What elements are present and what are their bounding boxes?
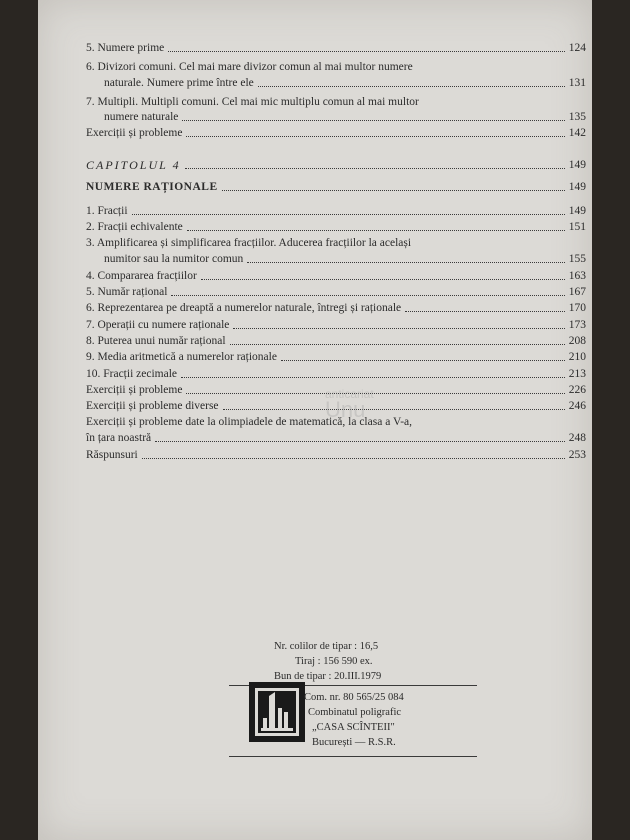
toc-entry-page: 226	[568, 384, 586, 396]
toc-entry-title-cont: naturale. Numere prime între ele	[104, 77, 254, 89]
toc-entry	[86, 333, 586, 349]
publisher-logo	[249, 682, 305, 742]
toc-entry	[86, 40, 586, 56]
leader-dots	[132, 214, 565, 215]
leader-dots	[181, 377, 565, 378]
toc-entry-title: Răspunsuri	[86, 449, 138, 461]
toc-entry-page: 167	[568, 286, 586, 298]
leader-dots	[247, 262, 564, 263]
leader-dots	[168, 51, 565, 52]
toc-entry-title: Exerciții și probleme	[86, 384, 183, 396]
toc-entry-title: Exerciții și probleme date la olimpiadele de matematică, la clasa a V-a,	[86, 416, 413, 428]
toc-entry-page: 135	[568, 111, 586, 123]
toc-entry	[86, 109, 586, 125]
chapter-heading	[86, 157, 586, 173]
toc-entry	[86, 268, 586, 284]
leader-dots	[171, 295, 564, 296]
toc-entry-title: 2. Fracții echivalente	[86, 221, 183, 233]
leader-dots	[281, 360, 565, 361]
toc-entry	[86, 447, 586, 463]
leader-dots	[155, 441, 565, 442]
watermark-text: anticariat	[325, 387, 374, 401]
toc-entry-title: Exerciții și probleme	[86, 127, 183, 139]
watermark-brand: Unu	[325, 397, 366, 422]
imprint-tiraj: Tiraj : 156 590 ex.	[295, 656, 373, 667]
toc-entry-page: 208	[568, 335, 586, 347]
book-page	[38, 0, 592, 840]
toc-entry-page: 131	[568, 77, 586, 89]
leader-dots	[233, 328, 564, 329]
toc-entry	[86, 349, 586, 365]
toc-entry-title: 7. Operații cu numere raționale	[86, 319, 230, 331]
imprint-combinat: Combinatul poligrafic	[308, 707, 402, 718]
toc-entry	[86, 203, 586, 219]
toc-entry-page: 170	[568, 302, 586, 314]
toc-entry-page: 151	[568, 221, 586, 233]
toc-entry-title: 1. Fracții	[86, 205, 128, 217]
leader-dots	[222, 190, 565, 191]
toc-entry	[86, 219, 586, 235]
toc-entry-page: 173	[568, 319, 586, 331]
toc-entry-title: 7. Multipli. Multipli comuni. Cel mai mic multiplu comun al mai multor	[86, 96, 419, 108]
toc-entry-title: 9. Media aritmetică a numerelor raționale	[86, 351, 277, 363]
toc-entry	[86, 125, 586, 141]
toc-entry-title: 6. Reprezentarea pe dreaptă a numerelor naturale, întregi și raționale	[86, 302, 402, 314]
toc-entry	[86, 366, 586, 382]
toc-entry-title: 3. Amplificarea și simplificarea fracțiilor. Aducerea fracțiilor la același	[86, 237, 412, 249]
leader-dots	[142, 458, 565, 459]
toc-entry-page: 149	[568, 181, 586, 193]
toc-entry-page: 213	[568, 368, 586, 380]
toc-entry-title: 8. Puterea unui număr rațional	[86, 335, 226, 347]
leader-dots	[186, 393, 564, 394]
leader-dots	[182, 120, 564, 121]
leader-dots	[258, 86, 565, 87]
toc-entry	[86, 317, 586, 333]
toc-entry-title: 6. Divizori comuni. Cel mai mare divizor comun al mai multor numere	[86, 61, 413, 73]
toc-entry-title: 5. Numere prime	[86, 42, 165, 54]
toc-entry-page: 155	[568, 253, 586, 265]
toc-entry-page: 142	[568, 127, 586, 139]
toc-entry-page: 149	[568, 159, 586, 171]
imprint-casa-scinteii: „CASA SCÎNTEII"	[312, 722, 395, 733]
toc-entry	[86, 75, 586, 91]
toc-entry-page: 149	[568, 205, 586, 217]
toc-entry-page: 210	[568, 351, 586, 363]
chapter-title: CAPITOLUL 4	[86, 158, 181, 172]
toc-entry-title-cont: numitor sau la numitor comun	[104, 253, 244, 265]
leader-dots	[405, 311, 565, 312]
toc-entry-page: 163	[568, 270, 586, 282]
toc-entry-title: 4. Compararea fracțiilor	[86, 270, 197, 282]
imprint-bun-de-tipar: Bun de tipar : 20.III.1979	[274, 671, 382, 682]
toc-entry-page: 248	[568, 432, 586, 444]
imprint-com-nr: Com. nr. 80 565/25 084	[304, 692, 404, 703]
toc-entry	[86, 251, 586, 267]
section-heading	[86, 179, 586, 195]
divider	[229, 756, 477, 757]
leader-dots	[186, 136, 564, 137]
leader-dots	[201, 279, 565, 280]
toc-entry-title-cont: numere naturale	[104, 111, 179, 123]
toc-entry-page: 124	[568, 42, 586, 54]
leader-dots	[230, 344, 565, 345]
leader-dots	[185, 168, 565, 169]
toc-entry-page: 253	[568, 449, 586, 461]
toc-entry	[86, 284, 586, 300]
imprint-colli: Nr. colilor de tipar : 16,5	[274, 641, 379, 652]
imprint-city: București — R.S.R.	[312, 737, 396, 748]
leader-dots	[223, 409, 565, 410]
toc-entry-title: Exerciții și probleme diverse	[86, 400, 219, 412]
toc-entry-title-cont: în țara noastră	[86, 432, 152, 444]
toc-entry	[86, 430, 586, 446]
toc-entry-page: 246	[568, 400, 586, 412]
toc-entry-title: 10. Fracții zecimale	[86, 368, 178, 380]
watermark	[325, 387, 374, 423]
toc-entry-title: 5. Număr rațional	[86, 286, 168, 298]
leader-dots	[187, 230, 565, 231]
toc-entry	[86, 300, 586, 316]
section-title: NUMERE RAȚIONALE	[86, 181, 218, 193]
